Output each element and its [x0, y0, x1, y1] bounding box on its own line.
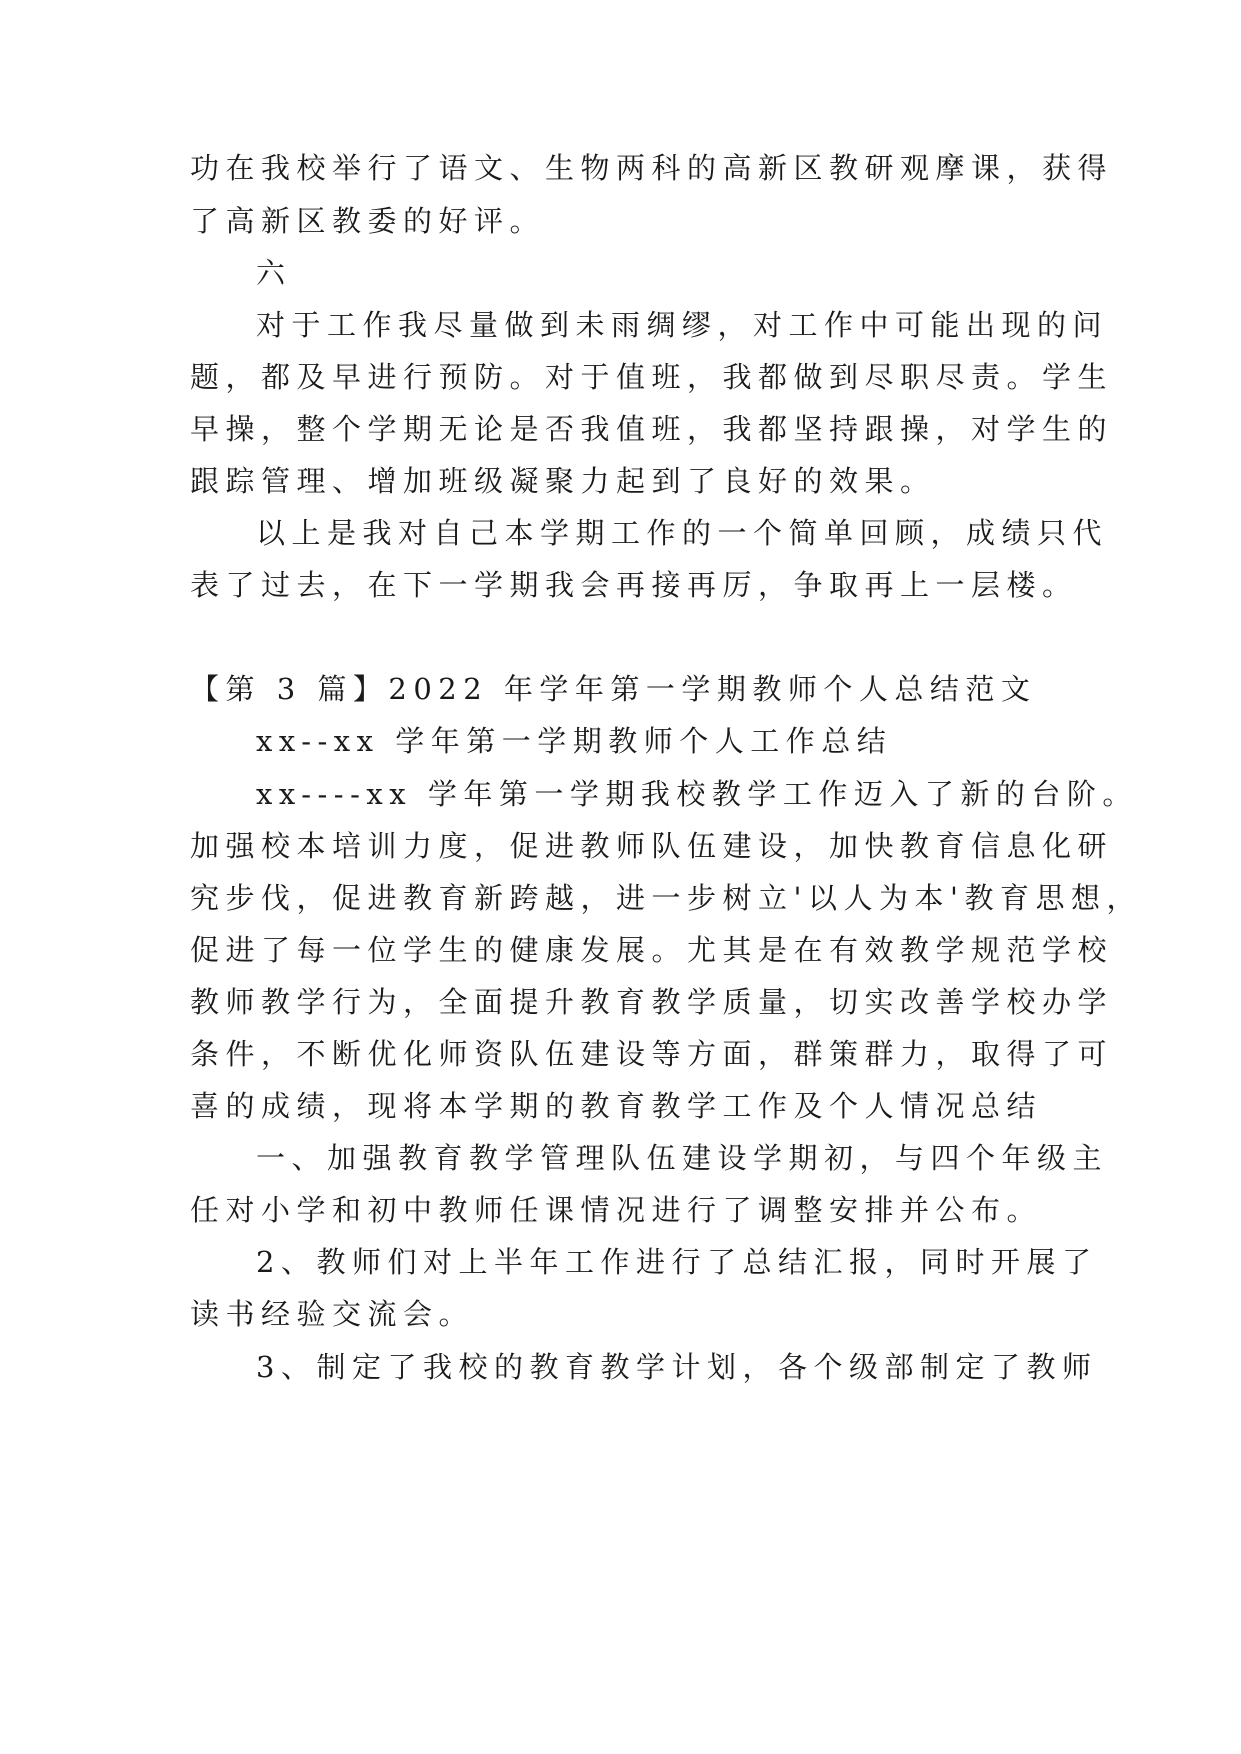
paragraph-line: 究步伐，促进教育新跨越，进一步树立'以人为本'教育思想， [190, 881, 1142, 915]
section-heading: 六 [256, 256, 292, 290]
paragraph-line: 早操，整个学期无论是否我值班，我都坚持跟操，对学生的 [190, 412, 1114, 446]
paragraph-line: 功在我校举行了语文、生物两科的高新区教研观摩课，获得 [190, 151, 1114, 185]
article-title: 【第 3 篇】2022 年学年第一学期教师个人总结范文 [190, 672, 1037, 706]
paragraph-line: 以上是我对自己本学期工作的一个简单回顾，成绩只代 [256, 516, 1109, 550]
paragraph-line: 了高新区教委的好评。 [190, 204, 546, 238]
paragraph-line: 3、制定了我校的教育教学计划，各个级部制定了教师 [256, 1350, 1098, 1384]
paragraph-line: 喜的成绩，现将本学期的教育教学工作及个人情况总结 [190, 1089, 1043, 1123]
paragraph-line: 促进了每一位学生的健康发展。尤其是在有效教学规范学校 [190, 933, 1114, 967]
paragraph-line: 对于工作我尽量做到未雨绸缪，对工作中可能出现的问 [256, 308, 1109, 342]
paragraph-line: 跟踪管理、增加班级凝聚力起到了良好的效果。 [190, 464, 936, 498]
paragraph-line: 题，都及早进行预防。对于值班，我都做到尽职尽责。学生 [190, 360, 1114, 394]
paragraph-line: 教师教学行为，全面提升教育教学质量，切实改善学校办学 [190, 985, 1114, 1019]
paragraph-line: 条件，不断优化师资队伍建设等方面，群策群力，取得了可 [190, 1037, 1114, 1071]
paragraph-line: 2、教师们对上半年工作进行了总结汇报，同时开展了 [256, 1245, 1098, 1279]
paragraph-line: xx----xx 学年第一学期我校教学工作迈入了新的台阶。 [256, 777, 1138, 811]
article-subtitle: xx--xx 学年第一学期教师个人工作总结 [256, 724, 893, 758]
paragraph-line: 表了过去，在下一学期我会再接再厉，争取再上一层楼。 [190, 568, 1078, 602]
paragraph-line: 任对小学和初中教师任课情况进行了调整安排并公布。 [190, 1193, 1043, 1227]
paragraph-line: 加强校本培训力度，促进教师队伍建设，加快教育信息化研 [190, 829, 1114, 863]
paragraph-line: 读书经验交流会。 [190, 1297, 475, 1331]
paragraph-line: 一、加强教育教学管理队伍建设学期初，与四个年级主 [256, 1141, 1109, 1175]
